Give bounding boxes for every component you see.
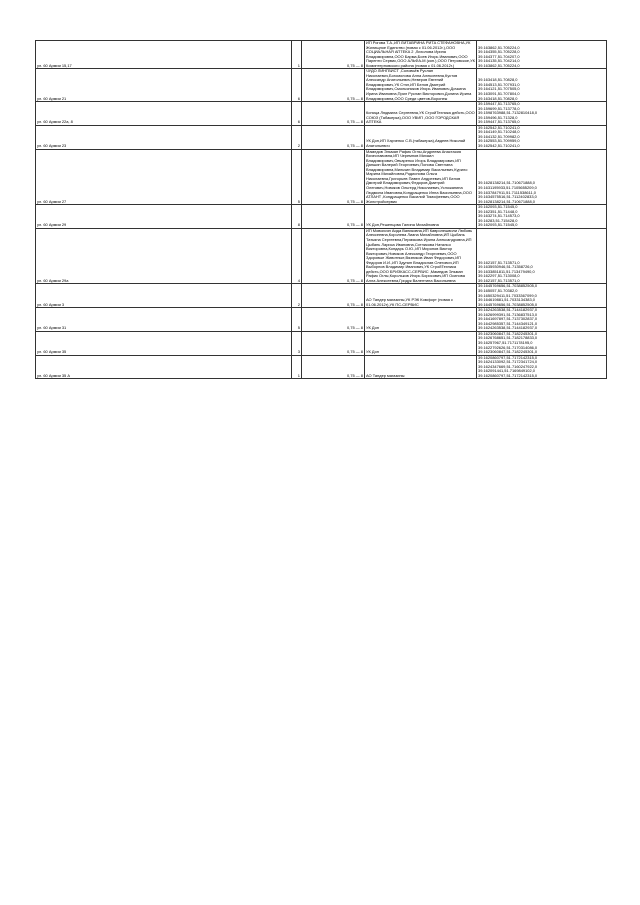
coordinates-cell: 39.163862,51.705224,0 39.164355,51.705228,0 39.164377,51.704207,0 39.164135,51.704214,0 39.163862,51.705224,0 — [477, 41, 607, 69]
table-row — [36, 228, 607, 284]
count-cell: 6 — [292, 69, 302, 102]
count-cell: 5 — [292, 308, 302, 332]
count-cell: 3 — [292, 331, 302, 355]
address-cell: ул. 60 Армии 21 — [36, 69, 292, 102]
address-cell: ул. 60 Армии 15,17 — [36, 41, 292, 69]
coordinates-cell: 39.159447,51.713765,0 39.159699,51.713778,0 39.1598763988,51.7132810418,0 39.159496,51.71328,0 39.159447,51.713765,0 — [477, 102, 607, 126]
table-row — [36, 205, 607, 229]
address-cell: ул. 60 Армии 35 А — [36, 355, 292, 379]
table-row — [36, 149, 607, 205]
volume-cell: 0,75 — 8 — [302, 69, 365, 102]
organizations-cell: УК Дон,ИП Харченко С.В.(табакерка),Авдеев Николай Анатольевич — [365, 125, 477, 149]
volume-cell: 0,75 — 8 — [302, 205, 365, 229]
table-row — [36, 69, 607, 102]
address-cell: ул. 60 Армии 3 — [36, 284, 292, 308]
organizations-cell: Копица Людмила Сергеевна,УК СтройТехника дейсть,ООО СОЮЗ (Табакерка),ООО УВИП ,ООО ГОРОДСКАЯ АПТЕКА — [365, 102, 477, 126]
count-cell: 2 — [292, 125, 302, 149]
volume-cell: 0,75 — 8 — [302, 125, 365, 149]
coordinates-cell: 39.163418,51.70828,0 39.164513,51.707931,0 39.164121,51.707505,0 39.163091,51.707804,0 39.163418,51.70828,0 — [477, 69, 607, 102]
volume-cell: 0,75 — 8 — [302, 228, 365, 284]
volume-cell: 0,75 — 8 — [302, 149, 365, 205]
coordinates-cell: 39.1645769656,51.7038852505,0 39.165057,51.70382,0 39.1650329411,51.7033367099,0 39.164619881,51.7033134383,0 39.1645769656,51.7038852505,0 — [477, 284, 607, 308]
organizations-cell: АО Тандер магазины,УК РЭК Комфорт (новая с 01.06.2012г),УК ПС-СЕРВИС — [365, 284, 477, 308]
volume-cell: 0,75 — 8 — [302, 331, 365, 355]
organizations-cell: ИП Мовсисян Аида Ваниковна,ИП Кавролешвили Любовь Алексеевна,Королева Лиана Михайловна,ИП Цыбань Татьяна Сергеевна,Пермякова Ирина Александровна,ИП Цыбань Лариса Ивановна,Сотникова Наталья Викторовна,Кондарь О.Ю.,ИП Миронов Виктор Викторович,Новиков Александр Георгиевич,ООО Здоровые Животные,Вязников Иван Федорович,ИП Федоров И.И.,ИП Здунин Владислав Олегович,ИП Выборнов Владимир Иванович,УК СтройТехника дейсть,ООО БРИЗКАСС-СЕРВИС ,Мамедов Эльман Рафик Оглы,Корольков Игорь Борисович,ИП Осипова Алла Алексеевна,Гридук Валентина Васильевна — [365, 228, 477, 284]
count-cell: 2 — [292, 284, 302, 308]
count-cell: 4 — [292, 228, 302, 284]
organizations-cell: Мамедов Эльман Рафик Оглы,Андреева Анастасия Вячеславовна,ИП Черемнов Михаил Владимирович,Овчаренко Игорь Владимирович,ИП Даншин Валерий Георгиевич,Попова Светлана Владимировна,Мильчин Владимир Васильевич,Курило Марина Михайловна,Родионова Ольга Николаевна,Григорьев Павел Андреевич,ИП Белов Дмитрий Владимирович,Федоров Дмитрий Олегович,Новиков Ольгерд Николаевич,Усложанина Людмила Ивановна,Кондращенко Инна Васильевна,ООО АТЛАНТ ,Кондращенко Василий Тимофеевич,ООО Жилстройсервис — [365, 149, 477, 205]
table-row — [36, 41, 607, 69]
data-table — [35, 40, 607, 379]
coordinates-cell: 39.162093,51.71545,0 39.162351,51.71448,0 39.163274,51.714573,0 39.16283,51.715428,0 39.162093,51.71545,0 — [477, 205, 607, 229]
address-cell: ул. 60 Армии 29а — [36, 228, 292, 284]
address-cell: ул. 60 Армии 27 — [36, 149, 292, 205]
address-cell: ул. 60 Армии 35 — [36, 331, 292, 355]
organizations-cell: УК Дон — [365, 308, 477, 332]
organizations-cell: ЧУДО ЛИНГВИСТ ,Соловьёв Руслан Николаевич,Богомолова Анна Алексеевна,Кустов Александр Анатольевич,Неверов Евгений Владимирович,УК Стэл,ИП Белов Дмитрий Владимирович,Смольяников Игорь Иванович,Дочкина Ирина Ивановна,Прил Руслан Викторович,Долина Ирина Владимировна,ООО Среди цветов-Воронеж — [365, 69, 477, 102]
organizations-cell: УК Дон,Решенцова Галина Михайловна — [365, 205, 477, 229]
organizations-cell: УК Дон — [365, 331, 477, 355]
organizations-cell: АО Тандер магазины — [365, 355, 477, 379]
table-row — [36, 331, 607, 355]
address-cell: ул. 60 Армии 29 — [36, 205, 292, 229]
coordinates-cell: 39.1620860797,51.7172142315,0 39.1624133092,51.7172341724,0 39.1624347669,51.7160247922,0 39.162091441,51.7169849102,0 39.1620860797,51.7172142315,0 — [477, 355, 607, 379]
table-row — [36, 125, 607, 149]
address-cell: ул. 60 Армии 31 — [36, 308, 292, 332]
coordinates-cell: 39.162157,51.713571,0 39.1635930946,51.71358726,0 39.1633851811,51.713479490,0 39.162297,51.713008,0 39.162157,51.713571,0 — [477, 228, 607, 284]
coordinates-cell: 39.162542,51.710241,0 39.164149,51.710248,0 39.164132,51.709982,0 39.162553,51.709959,0 39.162542,51.710241,0 — [477, 125, 607, 149]
coordinates-cell: 39.1628138214,51.710671888,0 39.1631195933,51.7105655209,0 39.1637847911,51.7111538611,0 39.1634575516,51.7112402833,0 39.1628138214,51.710671888,0 — [477, 149, 607, 205]
table-row — [36, 355, 607, 379]
table-body — [36, 41, 607, 379]
count-cell: 1 — [292, 355, 302, 379]
table-row — [36, 284, 607, 308]
table-row — [36, 102, 607, 126]
count-cell: 5 — [292, 149, 302, 205]
count-cell: 6 — [292, 102, 302, 126]
volume-cell: 0,75 — 8 — [302, 102, 365, 126]
volume-cell: 0,75 — 8 — [302, 308, 365, 332]
table-row — [36, 308, 607, 332]
volume-cell: 0,75 — 8 — [302, 41, 365, 69]
coordinates-cell: 39.1623060847,51.7182245301,0 39.1626768651,51.7182178833,0 39.16257967,51.7171178195,0 39.1622792626,51.7170314086,0 39.1623060847,51.7182245301,0 — [477, 331, 607, 355]
address-cell: ул. 60 Армии 23 — [36, 125, 292, 149]
coordinates-cell: 39.1624263538,51.7144182937,0 39.1626999391,51.7136837513,0 39.1641697897,51.7137302837,0 39.1642985357,51.7144349121,0 39.1624263538,51.7144182937,0 — [477, 308, 607, 332]
volume-cell: 0,75 — 8 — [302, 284, 365, 308]
count-cell: 8 — [292, 205, 302, 229]
count-cell: 1 — [292, 41, 302, 69]
organizations-cell: ИП Рогова Т.А.,ИП ЛИТАВРИНА РИТА СТЕФАНОВНА,УК Жилищное Единство (новая с 01.06.2012г.),ООО СОЦИАЛЬНАЯ АПТЕКА 2 ,Лихолова Ирина Владимировна,ООО Барма,Боев Игорь Иванович,ООО Паренти Сервис,ООО АЛЬФА-М (кон.),ООО Петровское,УК Коминтерновского района (новая с 01.06.2012г.) — [366, 40, 475, 68]
address-cell: ул. 60 Армии 22а, 8 — [36, 102, 292, 126]
volume-cell: 0,75 — 8 — [302, 355, 365, 379]
